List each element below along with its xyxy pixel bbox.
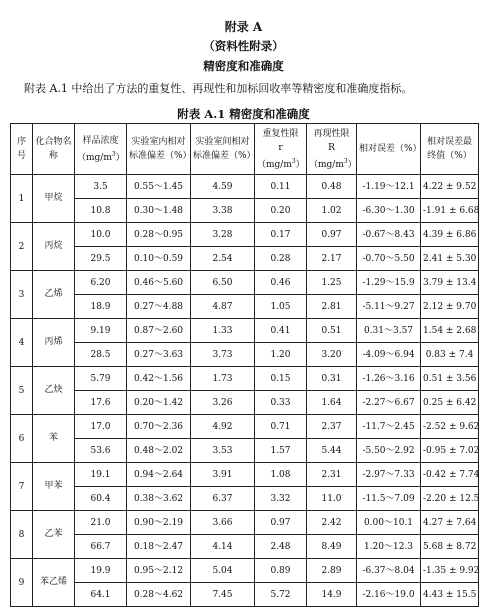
cell-value: 1.08 xyxy=(255,463,307,487)
cell-seq: 1 xyxy=(11,175,33,223)
cell-value: 0.94～2.64 xyxy=(127,463,191,487)
cell-value: -6.37～8.04 xyxy=(357,559,421,583)
table-row xyxy=(11,247,479,271)
cell-value: 0.89 xyxy=(255,559,307,583)
cell-value: 9.19 xyxy=(75,319,127,343)
cell-value: 0.42～1.56 xyxy=(127,367,191,391)
cell-value: -5.50～2.92 xyxy=(357,439,421,463)
cell-value: 0.30～1.48 xyxy=(127,199,191,223)
cell-value: 5.79 xyxy=(75,367,127,391)
table-caption: 附表 A.1 精密度和准确度 xyxy=(177,107,310,121)
cell-seq: 4 xyxy=(11,319,33,367)
cell-value: 4.87 xyxy=(191,295,255,319)
table-header-row xyxy=(11,124,479,175)
cell-value: 0.25 ± 6.42 xyxy=(421,391,479,415)
cell-value: -1.19～12.1 xyxy=(357,175,421,199)
header-reproducibility-r: R xyxy=(328,142,335,153)
cell-seq: 6 xyxy=(11,415,33,463)
header-intra-rsd: 实验室内相对标准偏差（%） xyxy=(127,124,191,175)
cell-value: 0.38～3.62 xyxy=(127,487,191,511)
header-concentration-label: 样品浓度 xyxy=(82,135,119,146)
cell-value: 0.48～2.02 xyxy=(127,439,191,463)
table-row xyxy=(11,271,479,295)
header-compound: 化合物名称 xyxy=(33,124,75,175)
header-relative-error: 相对误差（%） xyxy=(357,124,421,175)
cell-value: 1.02 xyxy=(307,199,357,223)
cell-value: 3.5 xyxy=(75,175,127,199)
header-repeatability-unit-sup: 3 xyxy=(291,157,296,165)
header-repeatability xyxy=(255,124,307,175)
cell-value: 0.33 xyxy=(255,391,307,415)
table-row xyxy=(11,463,479,487)
header-seq: 序号 xyxy=(11,124,33,175)
cell-value: 1.57 xyxy=(255,439,307,463)
cell-value: 18.9 xyxy=(75,295,127,319)
cell-value: 1.64 xyxy=(307,391,357,415)
intro-paragraph: 附表 A.1 中给出了方法的重复性、再现性和加标回收率等精密度和准确度指标。 xyxy=(24,82,413,95)
cell-value: 2.89 xyxy=(307,559,357,583)
cell-value: 4.27 ± 7.64 xyxy=(421,511,479,535)
cell-compound-name: 甲烷 xyxy=(33,175,75,223)
cell-value: 0.18～2.47 xyxy=(127,535,191,559)
table-row xyxy=(11,343,479,367)
cell-value: 0.83 ± 7.4 xyxy=(421,343,479,367)
cell-value: 7.45 xyxy=(191,583,255,607)
cell-seq: 5 xyxy=(11,367,33,415)
cell-value: 0.28 xyxy=(255,247,307,271)
cell-value: 29.5 xyxy=(75,247,127,271)
cell-value: 6.37 xyxy=(191,487,255,511)
header-reproducibility-unit-pre: （mg/m xyxy=(309,159,344,170)
cell-value: -1.35 ± 9.92 xyxy=(421,559,479,583)
cell-value: -1.26～3.16 xyxy=(357,367,421,391)
cell-value: 17.0 xyxy=(75,415,127,439)
cell-value: 3.91 xyxy=(191,463,255,487)
cell-value: 0.95～2.12 xyxy=(127,559,191,583)
table-row xyxy=(11,439,479,463)
cell-value: 0.46 xyxy=(255,271,307,295)
cell-seq: 9 xyxy=(11,559,33,607)
appendix-label: 附录 A xyxy=(224,20,263,34)
cell-compound-name: 苯乙烯 xyxy=(33,559,75,607)
cell-value: 6.50 xyxy=(191,271,255,295)
cell-value: 2.37 xyxy=(307,415,357,439)
cell-value: 0.00～10.1 xyxy=(357,511,421,535)
cell-value: 0.55～1.45 xyxy=(127,175,191,199)
header-inter-rsd: 实验室间相对标准偏差（%） xyxy=(191,124,255,175)
cell-value: 0.87～2.60 xyxy=(127,319,191,343)
cell-value: 0.27～3.63 xyxy=(127,343,191,367)
cell-value: 64.1 xyxy=(75,583,127,607)
cell-value: 3.66 xyxy=(191,511,255,535)
cell-value: -0.67～8.43 xyxy=(357,223,421,247)
cell-value: 21.0 xyxy=(75,511,127,535)
cell-value: 14.9 xyxy=(307,583,357,607)
cell-value: 4.92 xyxy=(191,415,255,439)
header-reproducibility-label: 再现性限 xyxy=(313,128,350,139)
cell-value: 1.25 xyxy=(307,271,357,295)
cell-value: 0.31 xyxy=(307,367,357,391)
header-concentration-unit-sup: 3 xyxy=(111,150,116,158)
cell-value: -5.11～9.27 xyxy=(357,295,421,319)
cell-value: 1.20～12.3 xyxy=(357,535,421,559)
cell-value: 0.51 ± 3.56 xyxy=(421,367,479,391)
cell-value: 2.31 xyxy=(307,463,357,487)
table-body xyxy=(11,175,479,607)
cell-value: 3.20 xyxy=(307,343,357,367)
cell-value: 5.72 xyxy=(255,583,307,607)
cell-value: 3.28 xyxy=(191,223,255,247)
cell-value: 3.38 xyxy=(191,199,255,223)
cell-value: 0.51 xyxy=(307,319,357,343)
table-row xyxy=(11,199,479,223)
cell-value: 0.15 xyxy=(255,367,307,391)
cell-compound-name: 苯 xyxy=(33,415,75,463)
cell-value: 2.41 ± 5.30 xyxy=(421,247,479,271)
table-row xyxy=(11,487,479,511)
cell-value: 8.49 xyxy=(307,535,357,559)
cell-compound-name: 甲苯 xyxy=(33,463,75,511)
cell-value: 5.68 ± 8.72 xyxy=(421,535,479,559)
table-row xyxy=(11,391,479,415)
cell-value: 2.48 xyxy=(255,535,307,559)
cell-value: 0.41 xyxy=(255,319,307,343)
cell-value: 19.1 xyxy=(75,463,127,487)
header-repeatability-unit-pre: r（mg/m xyxy=(257,142,292,170)
header-reproducibility-unit-sup: 3 xyxy=(343,157,348,165)
cell-value: -2.52 ± 9.62 xyxy=(421,415,479,439)
cell-value: -0.70～5.50 xyxy=(357,247,421,271)
cell-value: 3.79 ± 13.4 xyxy=(421,271,479,295)
cell-value: 17.6 xyxy=(75,391,127,415)
cell-value: 0.70～2.36 xyxy=(127,415,191,439)
cell-value: 2.54 xyxy=(191,247,255,271)
cell-value: 5.44 xyxy=(307,439,357,463)
cell-value: 4.14 xyxy=(191,535,255,559)
table-row xyxy=(11,175,479,199)
cell-value: -6.30～1.30 xyxy=(357,199,421,223)
cell-value: 0.28～4.62 xyxy=(127,583,191,607)
cell-value: 0.90～2.19 xyxy=(127,511,191,535)
cell-value: 11.0 xyxy=(307,487,357,511)
precision-accuracy-table xyxy=(10,123,479,607)
appendix-type: （资料性附录） xyxy=(203,39,284,53)
cell-value: 3.32 xyxy=(255,487,307,511)
cell-value: 3.26 xyxy=(191,391,255,415)
cell-value: 4.22 ± 9.52 xyxy=(421,175,479,199)
cell-value: 19.9 xyxy=(75,559,127,583)
table-row xyxy=(11,295,479,319)
cell-value: 10.0 xyxy=(75,223,127,247)
table-row xyxy=(11,223,479,247)
cell-value: 1.33 xyxy=(191,319,255,343)
cell-value: 28.5 xyxy=(75,343,127,367)
cell-value: 1.20 xyxy=(255,343,307,367)
cell-value: -0.42 ± 7.74 xyxy=(421,463,479,487)
header-repeatability-label: 重复性限 xyxy=(262,128,299,139)
cell-value: 4.39 ± 6.86 xyxy=(421,223,479,247)
cell-value: 1.73 xyxy=(191,367,255,391)
cell-compound-name: 丙烯 xyxy=(33,319,75,367)
cell-value: 3.73 xyxy=(191,343,255,367)
cell-seq: 7 xyxy=(11,463,33,511)
cell-value: 0.97 xyxy=(255,511,307,535)
cell-value: 0.28～0.95 xyxy=(127,223,191,247)
cell-value: -1.91 ± 6.68 xyxy=(421,199,479,223)
header-concentration xyxy=(75,124,127,175)
cell-value: -2.20 ± 12.5 xyxy=(421,487,479,511)
cell-compound-name: 乙炔 xyxy=(33,367,75,415)
cell-value: 0.27～4.88 xyxy=(127,295,191,319)
cell-value: 0.97 xyxy=(307,223,357,247)
appendix-heading: 精密度和准确度 xyxy=(203,59,284,73)
cell-value: 4.43 ± 15.5 xyxy=(421,583,479,607)
cell-value: 4.59 xyxy=(191,175,255,199)
table-row xyxy=(11,367,479,391)
cell-seq: 2 xyxy=(11,223,33,271)
cell-value: 5.04 xyxy=(191,559,255,583)
cell-value: -2.97～7.33 xyxy=(357,463,421,487)
cell-value: 0.71 xyxy=(255,415,307,439)
table-row xyxy=(11,511,479,535)
table-row xyxy=(11,415,479,439)
cell-value: 2.42 xyxy=(307,511,357,535)
header-repeatability-unit-post: ） xyxy=(295,159,305,170)
cell-value: 0.10～0.59 xyxy=(127,247,191,271)
cell-compound-name: 丙烷 xyxy=(33,223,75,271)
cell-value: 53.6 xyxy=(75,439,127,463)
cell-value: 2.17 xyxy=(307,247,357,271)
cell-value: -1.29～15.9 xyxy=(357,271,421,295)
header-relative-error-final: 相对误差最终值（%） xyxy=(421,124,479,175)
cell-value: 0.46～5.60 xyxy=(127,271,191,295)
cell-value: -0.95 ± 7.02 xyxy=(421,439,479,463)
table-row xyxy=(11,535,479,559)
cell-value: 6.20 xyxy=(75,271,127,295)
cell-value: 10.8 xyxy=(75,199,127,223)
cell-value: -11.7～2.45 xyxy=(357,415,421,439)
cell-value: -2.16～19.0 xyxy=(357,583,421,607)
cell-compound-name: 乙烯 xyxy=(33,271,75,319)
cell-seq: 3 xyxy=(11,271,33,319)
cell-value: 1.54 ± 2.68 xyxy=(421,319,479,343)
cell-value: -4.09～6.94 xyxy=(357,343,421,367)
cell-value: -11.5～7.09 xyxy=(357,487,421,511)
cell-value: 2.81 xyxy=(307,295,357,319)
cell-value: 0.17 xyxy=(255,223,307,247)
cell-value: 0.20 xyxy=(255,199,307,223)
header-concentration-unit-post: ） xyxy=(115,152,125,163)
table-row xyxy=(11,559,479,583)
cell-value: 0.48 xyxy=(307,175,357,199)
cell-value: 60.4 xyxy=(75,487,127,511)
cell-compound-name: 乙苯 xyxy=(33,511,75,559)
table-row xyxy=(11,319,479,343)
cell-value: 0.31～3.57 xyxy=(357,319,421,343)
cell-value: 66.7 xyxy=(75,535,127,559)
cell-value: 0.11 xyxy=(255,175,307,199)
header-reproducibility-unit-post: ） xyxy=(347,159,357,170)
cell-value: -2.27～6.67 xyxy=(357,391,421,415)
cell-value: 0.20～1.42 xyxy=(127,391,191,415)
cell-value: 2.12 ± 9.70 xyxy=(421,295,479,319)
header-concentration-unit-pre: （mg/m xyxy=(77,152,112,163)
header-reproducibility xyxy=(307,124,357,175)
cell-seq: 8 xyxy=(11,511,33,559)
table-row xyxy=(11,583,479,607)
cell-value: 3.53 xyxy=(191,439,255,463)
cell-value: 1.05 xyxy=(255,295,307,319)
